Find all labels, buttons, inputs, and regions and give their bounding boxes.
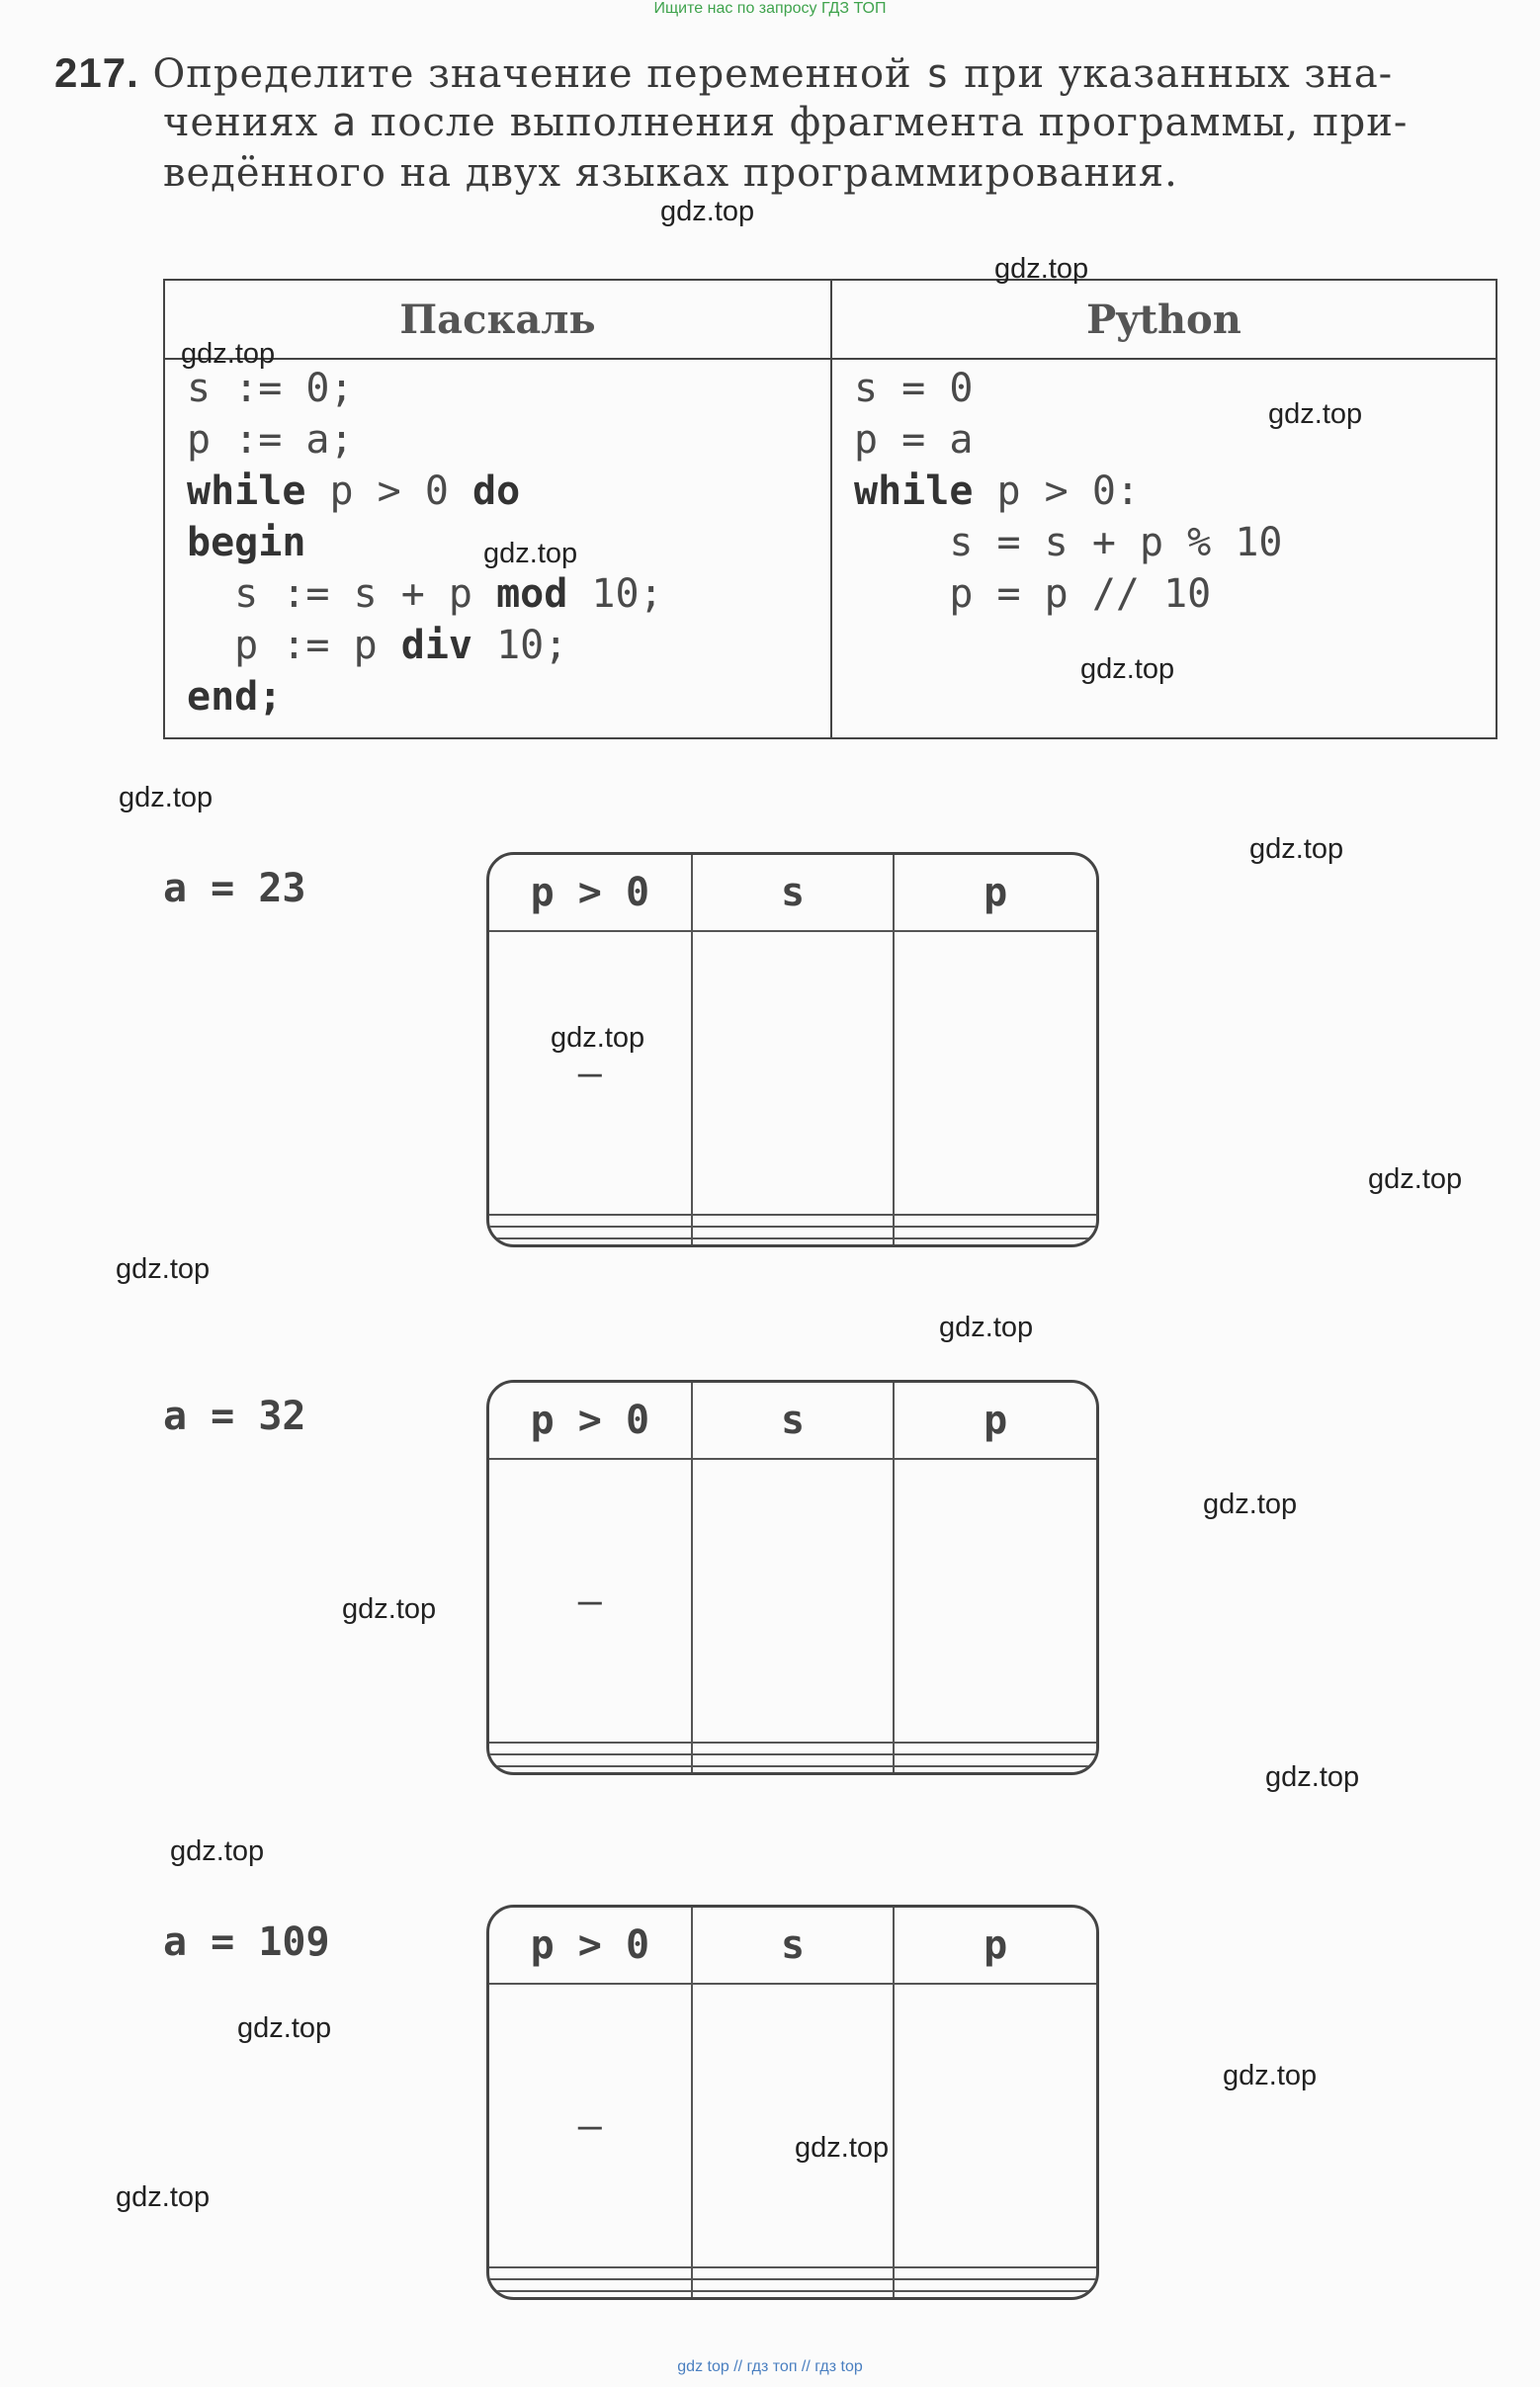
trace-1-cell[interactable]	[692, 1215, 895, 1227]
trace-3-header-s: s	[692, 1908, 895, 1984]
trace-2-header-s: s	[692, 1383, 895, 1459]
watermark: gdz.top	[237, 2012, 332, 2044]
task-text-line1a: Определите значение переменной	[152, 51, 912, 97]
trace-1-header-p: p	[894, 855, 1096, 931]
bottom-banner: gdz top // гдз топ // гдз top	[677, 2358, 863, 2375]
trace-3-cell[interactable]	[489, 2291, 692, 2297]
python-line-3: while p > 0:	[854, 469, 1140, 514]
watermark: gdz.top	[1368, 1163, 1463, 1195]
trace-1-header-s: s	[692, 855, 895, 931]
watermark: gdz.top	[1249, 833, 1344, 865]
watermark: gdz.top	[119, 782, 214, 813]
watermark: gdz.top	[483, 538, 578, 569]
trace-2-cell[interactable]: —	[489, 1459, 692, 1743]
watermark: gdz.top	[939, 1312, 1034, 1343]
trace-3-cell[interactable]	[692, 2279, 895, 2291]
trace-1-cell[interactable]	[692, 931, 895, 1215]
trace-2-cell[interactable]	[692, 1766, 895, 1772]
trace-2-cell[interactable]	[894, 1754, 1096, 1766]
trace-2-cell[interactable]	[894, 1459, 1096, 1743]
watermark: gdz.top	[1265, 1761, 1360, 1793]
trace-2-label: a = 32	[163, 1394, 306, 1439]
watermark: gdz.top	[170, 1835, 265, 1867]
trace-table-2	[486, 1380, 1099, 1775]
trace-1-cell[interactable]: —	[489, 931, 692, 1215]
watermark: gdz.top	[116, 2181, 211, 2213]
pascal-kw-do: do	[472, 469, 521, 514]
task-text-line2b: после выполнения фрагмента программы, при-	[370, 100, 1409, 145]
pascal-line-1: s := 0;	[187, 366, 354, 411]
trace-1-cell[interactable]	[692, 1227, 895, 1238]
pascal-line-2: p := a;	[187, 417, 354, 463]
trace-3-cell[interactable]	[489, 2267, 692, 2279]
trace-1-cell[interactable]	[894, 1215, 1096, 1227]
trace-3-cell[interactable]	[894, 1984, 1096, 2267]
trace-3-cell[interactable]	[894, 2267, 1096, 2279]
trace-2-cell[interactable]	[692, 1459, 895, 1743]
trace-3-cell[interactable]	[894, 2291, 1096, 2297]
task-text-line2a: чениях	[163, 100, 319, 145]
python-header: Python	[832, 281, 1496, 360]
python-line-4: s = s + p % 10	[854, 520, 1283, 565]
trace-table-3	[486, 1905, 1099, 2300]
trace-3-cell[interactable]	[692, 2291, 895, 2297]
code-table	[163, 279, 1497, 739]
trace-2-cell[interactable]	[894, 1743, 1096, 1754]
task-text-line1b: при указанных зна-	[964, 51, 1394, 97]
trace-1-cell[interactable]	[894, 931, 1096, 1215]
watermark: gdz.top	[1268, 398, 1363, 430]
trace-3-label: a = 109	[163, 1919, 330, 1965]
watermark: gdz.top	[1203, 1489, 1298, 1520]
pascal-kw-mod: mod	[496, 571, 568, 617]
watermark: gdz.top	[1080, 653, 1175, 685]
trace-1-cell[interactable]	[894, 1227, 1096, 1238]
pascal-line-7: end;	[187, 674, 283, 720]
trace-3-header-p: p	[894, 1908, 1096, 1984]
trace-1-cell[interactable]	[692, 1238, 895, 1244]
pascal-line-4: begin	[187, 520, 306, 565]
watermark: gdz.top	[795, 2132, 890, 2164]
trace-2-cell[interactable]	[692, 1743, 895, 1754]
python-line-2: p = a	[854, 417, 974, 463]
trace-1-cell[interactable]	[894, 1238, 1096, 1244]
trace-3-cell[interactable]	[692, 1984, 895, 2267]
trace-1-cell[interactable]	[489, 1227, 692, 1238]
watermark: gdz.top	[342, 1593, 437, 1625]
trace-2-cell[interactable]	[489, 1754, 692, 1766]
pascal-line-5: s := s + p mod 10;	[187, 571, 663, 617]
trace-1-header-cond: p > 0	[489, 855, 692, 931]
pascal-kw-while: while	[187, 469, 306, 514]
task-text-line3: ведённого на двух языках программирования.	[163, 150, 1178, 196]
pascal-line-6: p := p div 10;	[187, 623, 568, 668]
trace-1-cell[interactable]	[489, 1215, 692, 1227]
trace-2-cell[interactable]	[894, 1766, 1096, 1772]
pascal-header: Паскаль	[165, 281, 830, 360]
trace-3-cell[interactable]	[692, 2267, 895, 2279]
trace-3-cell[interactable]	[489, 2279, 692, 2291]
python-line-5: p = p // 10	[854, 571, 1212, 617]
trace-2-header-p: p	[894, 1383, 1096, 1459]
trace-3-cell[interactable]: —	[489, 1984, 692, 2267]
watermark: gdz.top	[551, 1022, 645, 1054]
python-line-1: s = 0	[854, 366, 974, 411]
trace-1-cell[interactable]	[489, 1238, 692, 1244]
watermark: gdz.top	[994, 253, 1089, 285]
top-banner: Ищите нас по запросу ГДЗ ТОП	[653, 0, 887, 17]
trace-2-cell[interactable]	[489, 1766, 692, 1772]
trace-2-cell[interactable]	[692, 1754, 895, 1766]
task-var-a: a	[331, 100, 358, 145]
watermark: gdz.top	[660, 196, 755, 227]
watermark: gdz.top	[181, 338, 276, 370]
pascal-kw-div: div	[400, 623, 472, 668]
trace-1-label: a = 23	[163, 866, 306, 911]
trace-2-cell[interactable]	[489, 1743, 692, 1754]
task-number: 217.	[54, 49, 139, 96]
trace-3-cell[interactable]	[894, 2279, 1096, 2291]
pascal-line-3: while p > 0 do	[187, 469, 521, 514]
watermark: gdz.top	[116, 1253, 211, 1285]
watermark: gdz.top	[1223, 2060, 1318, 2091]
task-var-s: s	[925, 51, 951, 97]
trace-3-header-cond: p > 0	[489, 1908, 692, 1984]
python-kw-while: while	[854, 469, 974, 514]
trace-2-header-cond: p > 0	[489, 1383, 692, 1459]
